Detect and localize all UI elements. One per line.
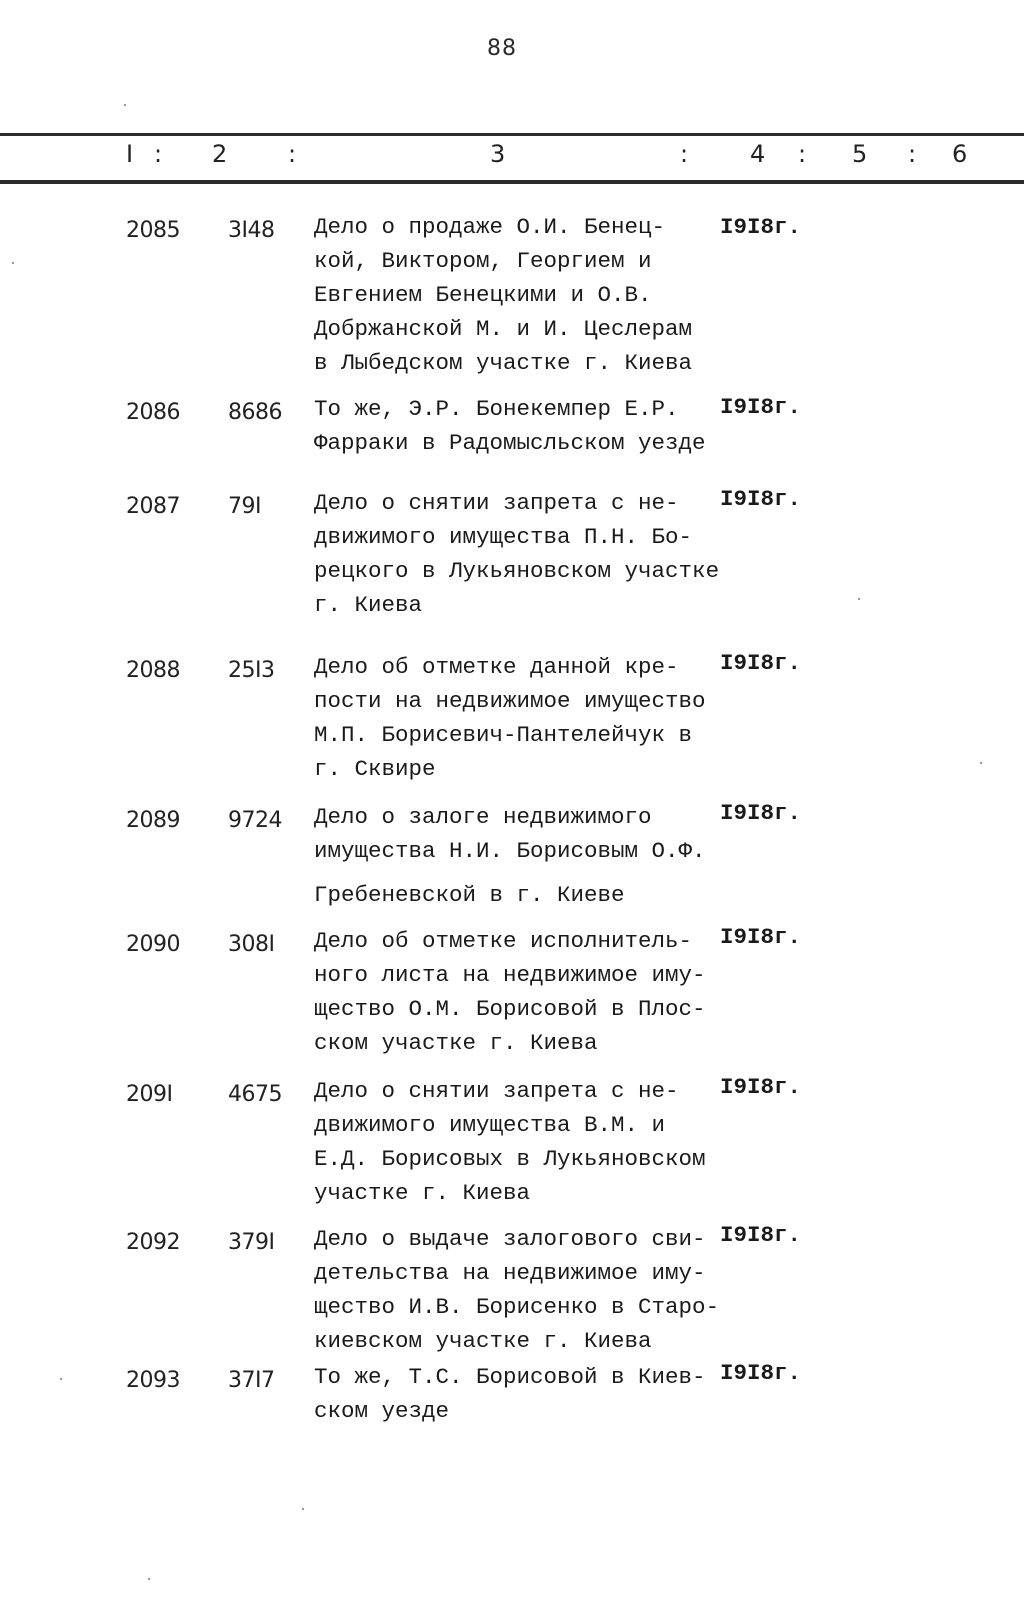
inventory-number: 8686 — [228, 400, 282, 425]
entry-year: I9I8г. — [720, 1222, 802, 1248]
entry-title: Дело об отметке исполнитель- ного листа на недвижимое иму- щество О.М. Борисовой в Плос- ском участке г. Киева — [314, 928, 706, 1056]
entry-number: 2086 — [126, 400, 180, 425]
entry-year: I9I8г. — [720, 1074, 802, 1100]
entry-year: I9I8г. — [720, 394, 802, 420]
entry-number: 2085 — [126, 218, 180, 243]
entry-year: I9I8г. — [720, 800, 802, 826]
entry-year: I9I8г. — [720, 214, 802, 240]
column-separator: : — [908, 140, 917, 168]
column-separator: : — [798, 140, 807, 168]
entry-title: Дело об отметке данной кре- пости на недвижимое имущество М.П. Борисевич-Пантелейчук в г. Сквире — [314, 654, 706, 782]
entry-year: I9I8г. — [720, 1360, 802, 1386]
column-separator: : — [154, 140, 163, 168]
scan-speck — [12, 262, 14, 264]
column-header-row — [0, 140, 1024, 174]
column-header-6: 6 — [952, 140, 968, 168]
inventory-number: 379I — [228, 1230, 275, 1255]
entry-number: 2092 — [126, 1230, 180, 1255]
entry-title: Дело о снятии запрета с не- движимого имущества П.Н. Бо- рецкого в Лукьяновском участке г. Киева — [314, 490, 720, 618]
column-header-5: 5 — [852, 140, 868, 168]
scan-speck — [858, 598, 860, 600]
scan-speck — [60, 1378, 62, 1380]
column-header-4: 4 — [750, 140, 766, 168]
inventory-number: 9724 — [228, 808, 282, 833]
entry-year: I9I8г. — [720, 486, 802, 512]
inventory-number: 3I48 — [228, 218, 275, 243]
entry-year: I9I8г. — [720, 924, 802, 950]
column-header-2: 2 — [212, 140, 228, 168]
page-number: 88 — [487, 36, 517, 61]
column-header-1: I — [126, 140, 134, 168]
entry-number: 2093 — [126, 1368, 180, 1393]
entry-title: То же, Т.С. Борисовой в Киев- ском уезде — [314, 1364, 706, 1424]
entry-title: Дело о продаже О.И. Бенец- кой, Виктором, Георгием и Евгением Бенецкими и О.В. Добржанской М. и И. Цеслерам в Лыбедском участке г. Киева — [314, 214, 693, 376]
entry-title: То же, Э.Р. Бонекемпер Е.Р. Фарраки в Радомысльском уезде — [314, 396, 706, 456]
inventory-number: 79I — [228, 494, 261, 519]
column-separator: : — [288, 140, 297, 168]
scan-speck — [148, 1578, 150, 1580]
scan-speck — [980, 762, 982, 764]
scan-speck — [124, 104, 126, 106]
inventory-number: 308I — [228, 932, 275, 957]
entry-title: Дело о выдаче залогового сви- детельства на недвижимое иму- щество И.В. Борисенко в Старо- киевском участке г. Киева — [314, 1226, 720, 1354]
entry-title: Дело о снятии запрета с не- движимого имущества В.М. и Е.Д. Борисовых в Лукьяновском участке г. Киева — [314, 1078, 706, 1206]
column-header-3: 3 — [490, 140, 506, 168]
column-separator: : — [680, 140, 689, 168]
inventory-number: 37I7 — [228, 1368, 275, 1393]
header-rule-top — [0, 133, 1024, 136]
entry-number: 2088 — [126, 658, 180, 683]
entry-title: Дело о залоге недвижимого имущества Н.И. Борисовым О.Ф. Гребеневской в г. Киеве — [314, 804, 706, 908]
entry-year: I9I8г. — [720, 650, 802, 676]
entry-number: 2090 — [126, 932, 180, 957]
entry-number: 209I — [126, 1082, 173, 1107]
inventory-number: 25I3 — [228, 658, 275, 683]
scan-speck — [302, 1508, 304, 1510]
header-rule-bottom — [0, 180, 1024, 184]
inventory-number: 4675 — [228, 1082, 282, 1107]
entry-number: 2087 — [126, 494, 180, 519]
entry-number: 2089 — [126, 808, 180, 833]
